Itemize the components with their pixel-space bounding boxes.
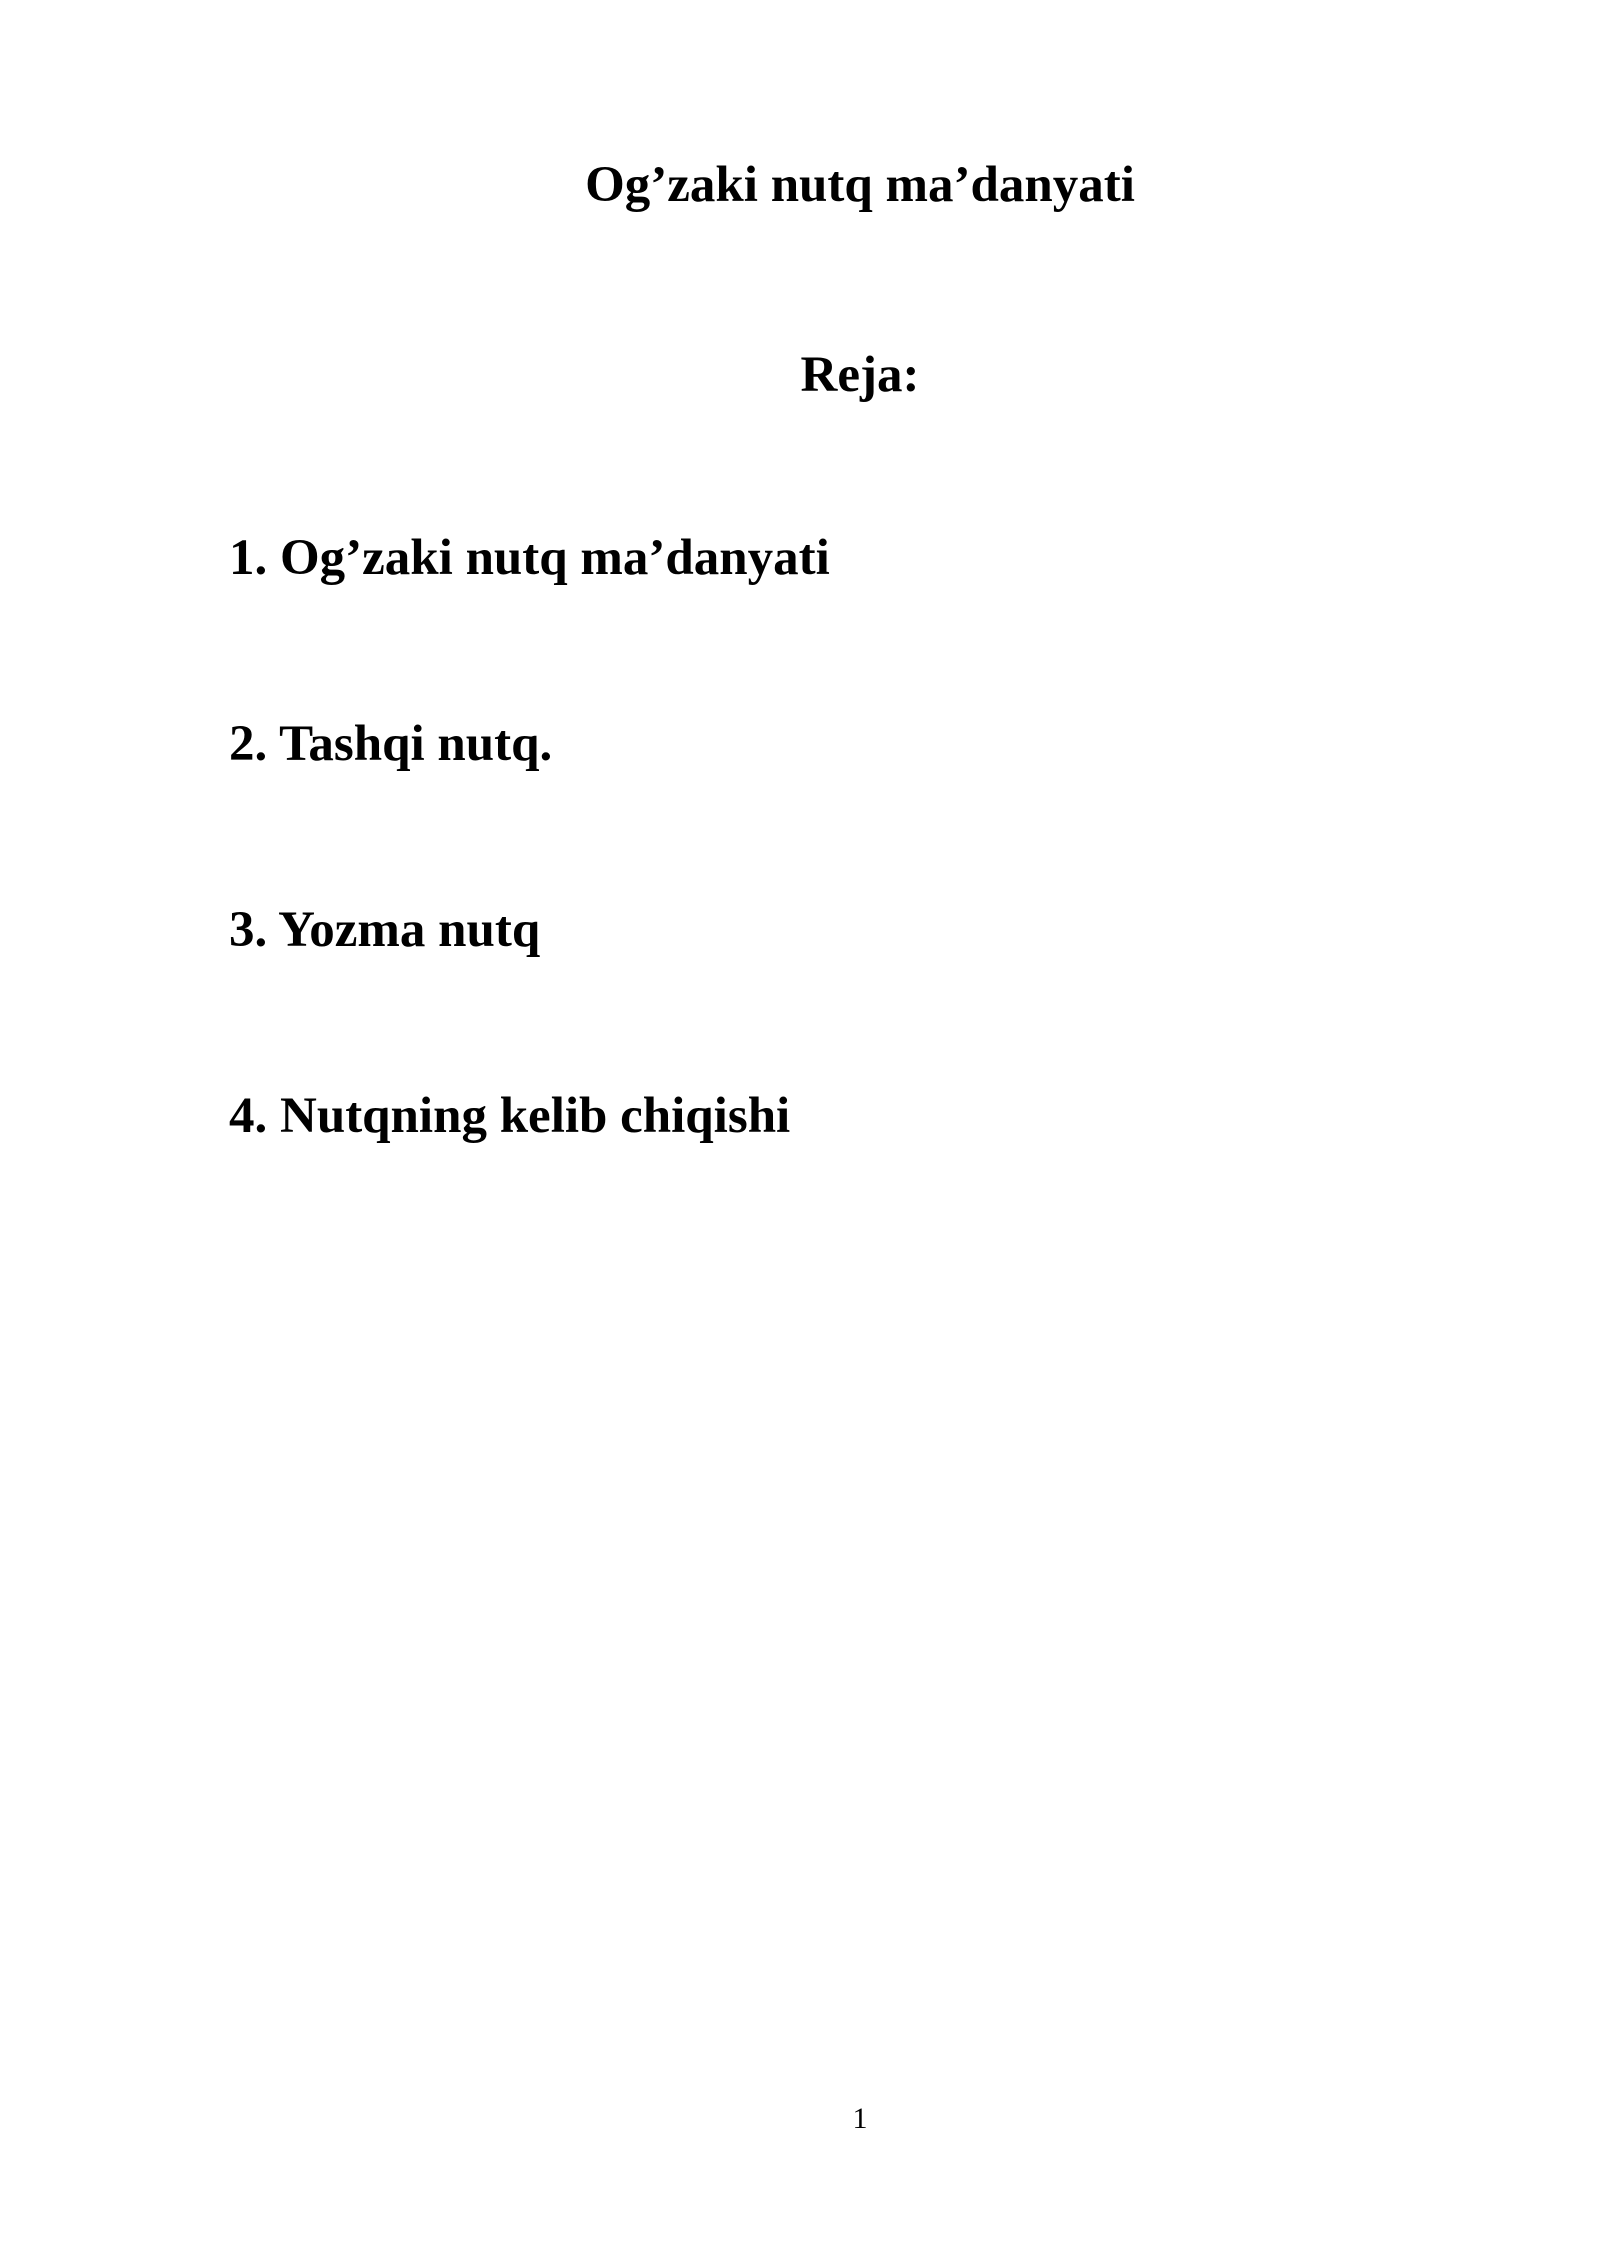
- document-title: Og’zaki nutq ma’danyati: [585, 157, 1135, 213]
- plan-item: 2. Tashqi nutq.: [229, 716, 553, 772]
- page-number: 1: [852, 2102, 868, 2135]
- plan-item: 4. Nutqning kelib chiqishi: [229, 1088, 791, 1144]
- plan-item: 3. Yozma nutq: [229, 902, 541, 958]
- plan-item: 1. Og’zaki nutq ma’danyati: [229, 530, 830, 586]
- plan-list: [229, 523, 830, 1267]
- plan-heading: Reja:: [800, 347, 920, 403]
